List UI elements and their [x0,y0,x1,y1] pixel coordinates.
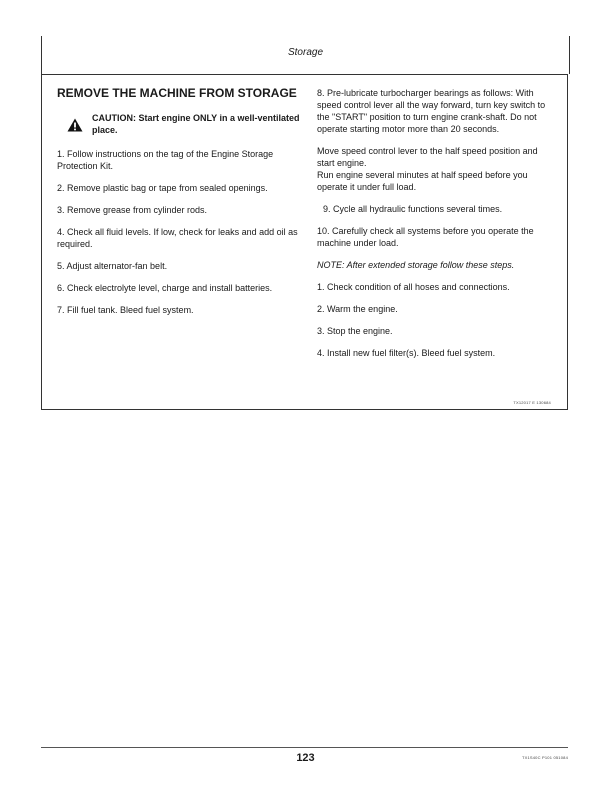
step-2: 2. Remove plastic bag or tape from sealed openings. [57,183,268,193]
step-8-speed-lever: Move speed control lever to the half speed position and start engine. [317,146,538,168]
extended-step-2: 2. Warm the engine. [317,304,398,314]
footer-reference-code: TX1S40C P101 051084 [521,755,568,760]
box-reference-code: TX12017 E 130684 [513,400,551,405]
page-number: 123 [296,752,315,764]
step-10: 10. Carefully check all systems before you operate the machine under load. [317,226,534,248]
step-8: 8. Pre-lubricate turbocharger bearings as follows: With speed control lever all the way forward, turn key switch to the "START" position to turn engine crank-shaft. Do not operate starting motor more than 20 seconds. [317,88,546,134]
right-column [317,87,557,369]
extended-step-4: 4. Install new fuel filter(s). Bleed fuel system. [317,348,496,358]
step-1: 1. Follow instructions on the tag of the Engine Storage Protection Kit. [57,149,274,171]
step-8-continued [317,145,557,193]
section-title: REMOVE THE MACHINE FROM STORAGE [57,86,297,100]
step-6: 6. Check electrolyte level, charge and install batteries. [57,283,273,293]
caution-text: CAUTION: Start engine ONLY in a well-ventilated place. [92,113,300,135]
left-column [57,87,302,326]
step-7: 7. Fill fuel tank. Bleed fuel system. [57,305,194,315]
footer-rule [41,747,568,748]
header-title: Storage [287,47,324,58]
step-3: 3. Remove grease from cylinder rods. [57,205,208,215]
extended-step-3: 3. Stop the engine. [317,326,393,336]
step-9: 9. Cycle all hydraulic functions several times. [323,204,503,214]
caution-block [57,112,302,136]
step-8-run-engine: Run engine several minutes at half speed before you operate it under full load. [317,170,528,192]
extended-storage-note: NOTE: After extended storage follow these steps. [317,260,515,270]
warning-triangle-icon [67,118,83,137]
step-4: 4. Check all fluid levels. If low, check for leaks and add oil as required. [57,227,298,249]
content-box [41,74,568,410]
step-5: 5. Adjust alternator-fan belt. [57,261,168,271]
page-header [41,36,570,74]
extended-step-1: 1. Check condition of all hoses and connections. [317,282,510,292]
